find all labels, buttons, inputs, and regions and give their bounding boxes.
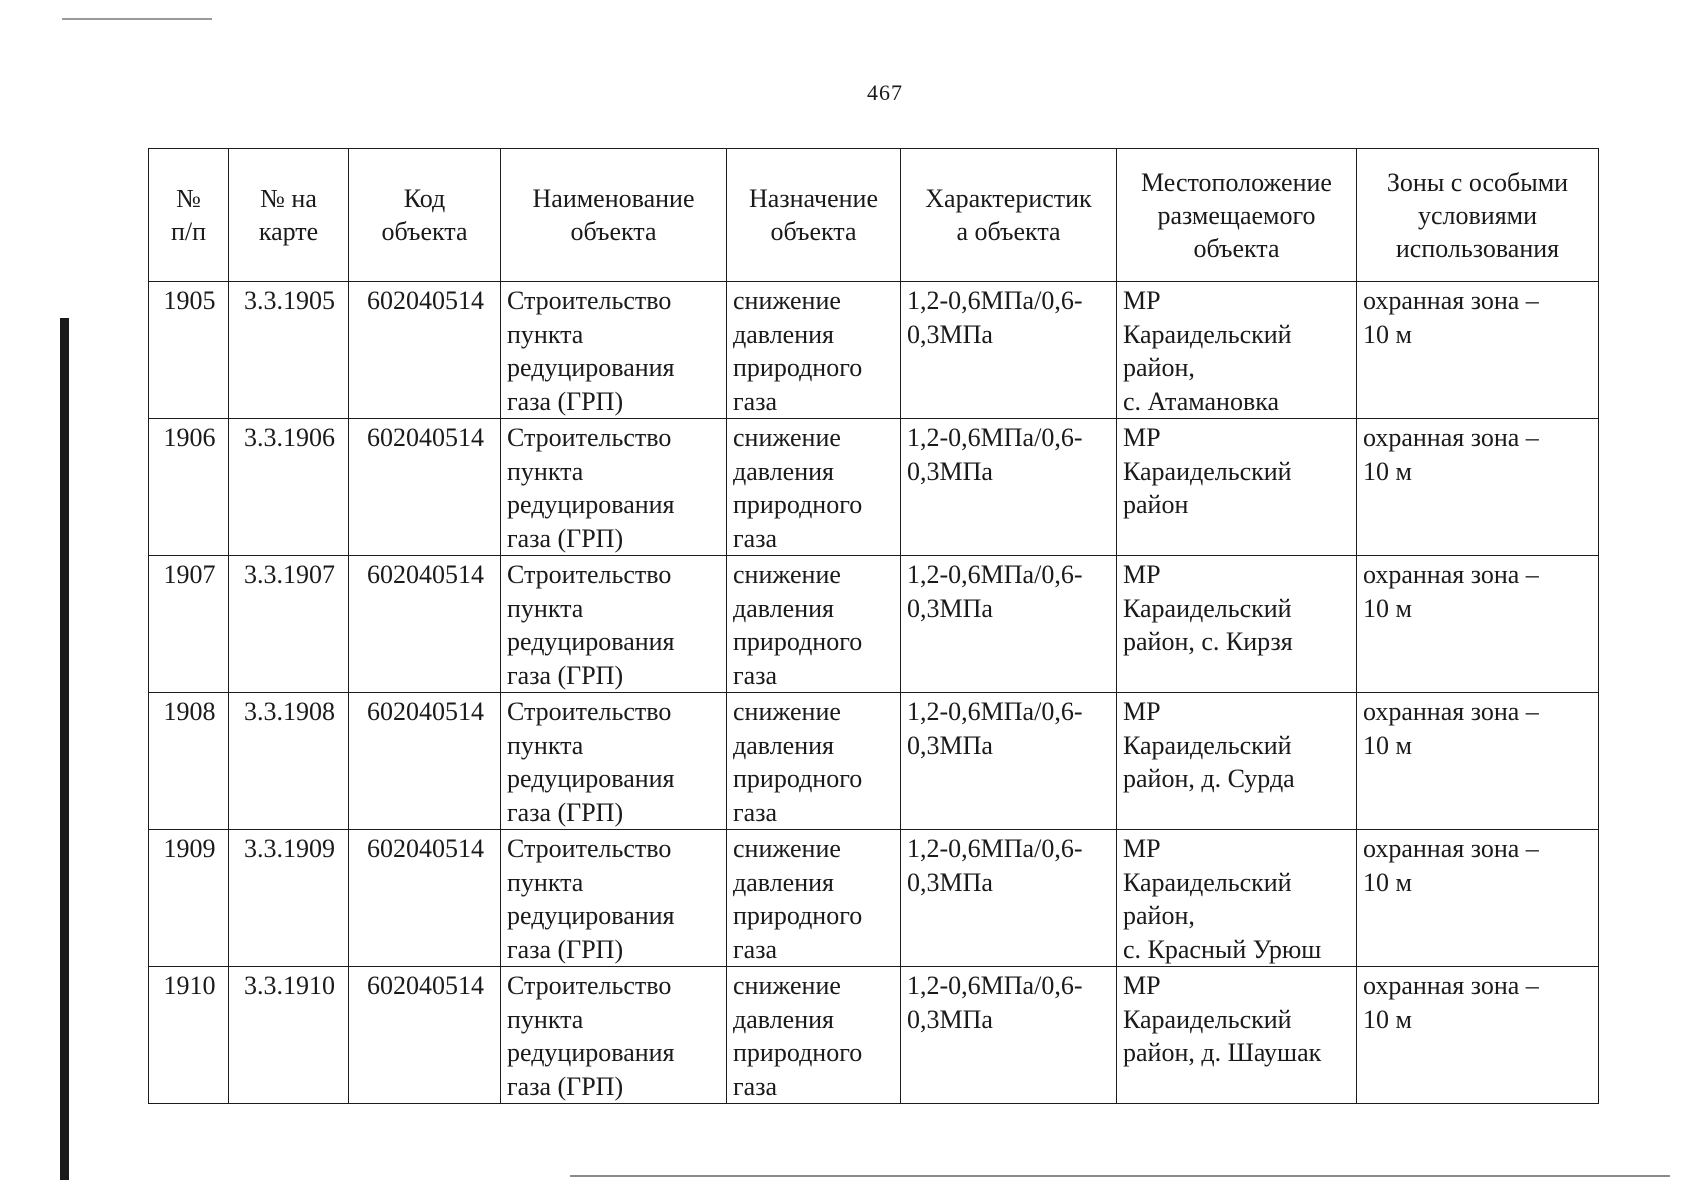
header-object-characteristic-label: Характеристик а объекта [925, 184, 1092, 246]
cell-special-zone: охранная зона – 10 м [1357, 693, 1599, 830]
cell-number: 1909 [149, 830, 229, 967]
header-object-code-label: Код объекта [381, 184, 468, 246]
cell-object-code: 602040514 [349, 282, 501, 419]
header-map-number-label: № на карте [258, 184, 319, 246]
cell-object-code: 602040514 [349, 967, 501, 1104]
header-number-label: № п/п [170, 184, 207, 246]
header-object-code [349, 149, 501, 282]
cell-map-number: 3.3.1905 [229, 282, 349, 419]
cell-object-purpose: снижение давления природного газа [727, 967, 901, 1104]
cell-object-name: Строительство пункта редуцирования газа (ГРП) [501, 967, 727, 1104]
scan-artifact-left-bar [60, 318, 69, 1180]
cell-object-code: 602040514 [349, 556, 501, 693]
cell-number: 1906 [149, 419, 229, 556]
cell-object-purpose: снижение давления природного газа [727, 830, 901, 967]
cell-number: 1907 [149, 556, 229, 693]
cell-special-zone: охранная зона – 10 м [1357, 967, 1599, 1104]
cell-object-characteristic: 1,2-0,6МПа/0,6- 0,3МПа [901, 693, 1117, 830]
cell-object-purpose: снижение давления природного газа [727, 693, 901, 830]
header-map-number [229, 149, 349, 282]
cell-object-location: МР Караидельский район, с. Атамановка [1117, 282, 1357, 419]
cell-object-location: МР Караидельский район, д. Шаушак [1117, 967, 1357, 1104]
cell-number: 1910 [149, 967, 229, 1104]
cell-object-location: МР Караидельский район, д. Сурда [1117, 693, 1357, 830]
cell-special-zone: охранная зона – 10 м [1357, 282, 1599, 419]
header-object-name-label: Наименование объекта [532, 184, 695, 246]
header-number [149, 149, 229, 282]
cell-object-purpose: снижение давления природного газа [727, 282, 901, 419]
cell-object-name: Строительство пункта редуцирования газа (ГРП) [501, 419, 727, 556]
cell-number: 1908 [149, 693, 229, 830]
table-row [149, 693, 1599, 830]
header-object-location-label: Местоположение размещаемого объекта [1141, 167, 1332, 263]
header-object-location [1117, 149, 1357, 282]
cell-object-purpose: снижение давления природного газа [727, 419, 901, 556]
table-row [149, 830, 1599, 967]
cell-object-characteristic: 1,2-0,6МПа/0,6- 0,3МПа [901, 556, 1117, 693]
cell-object-characteristic: 1,2-0,6МПа/0,6- 0,3МПа [901, 282, 1117, 419]
cell-object-code: 602040514 [349, 830, 501, 967]
table-header-row [149, 149, 1599, 282]
cell-object-purpose: снижение давления природного газа [727, 556, 901, 693]
scan-artifact-bottom-line [570, 1175, 1670, 1177]
cell-map-number: 3.3.1907 [229, 556, 349, 693]
header-object-name [501, 149, 727, 282]
cell-map-number: 3.3.1908 [229, 693, 349, 830]
cell-special-zone: охранная зона – 10 м [1357, 830, 1599, 967]
table-row [149, 556, 1599, 693]
objects-table [148, 148, 1599, 1104]
cell-object-name: Строительство пункта редуцирования газа (ГРП) [501, 282, 727, 419]
cell-object-characteristic: 1,2-0,6МПа/0,6- 0,3МПа [901, 830, 1117, 967]
cell-object-name: Строительство пункта редуцирования газа (ГРП) [501, 693, 727, 830]
table-row [149, 967, 1599, 1104]
cell-object-characteristic: 1,2-0,6МПа/0,6- 0,3МПа [901, 419, 1117, 556]
cell-object-location: МР Караидельский район, с. Кирзя [1117, 556, 1357, 693]
header-object-characteristic [901, 149, 1117, 282]
cell-object-code: 602040514 [349, 419, 501, 556]
cell-object-location: МР Караидельский район [1117, 419, 1357, 556]
cell-special-zone: охранная зона – 10 м [1357, 419, 1599, 556]
header-special-zones [1357, 149, 1599, 282]
header-special-zones-label: Зоны с особыми условиями использования [1386, 167, 1569, 263]
cell-object-location: МР Караидельский район, с. Красный Урюш [1117, 830, 1357, 967]
page-number: 467 [867, 80, 903, 105]
scan-artifact-top-line [62, 18, 212, 20]
table-row [149, 282, 1599, 419]
cell-map-number: 3.3.1910 [229, 967, 349, 1104]
cell-map-number: 3.3.1909 [229, 830, 349, 967]
header-object-purpose [727, 149, 901, 282]
cell-object-name: Строительство пункта редуцирования газа (ГРП) [501, 556, 727, 693]
cell-object-name: Строительство пункта редуцирования газа (ГРП) [501, 830, 727, 967]
cell-number: 1905 [149, 282, 229, 419]
cell-special-zone: охранная зона – 10 м [1357, 556, 1599, 693]
cell-object-characteristic: 1,2-0,6МПа/0,6- 0,3МПа [901, 967, 1117, 1104]
cell-object-code: 602040514 [349, 693, 501, 830]
header-object-purpose-label: Назначение объекта [749, 184, 878, 246]
table-row [149, 419, 1599, 556]
cell-map-number: 3.3.1906 [229, 419, 349, 556]
